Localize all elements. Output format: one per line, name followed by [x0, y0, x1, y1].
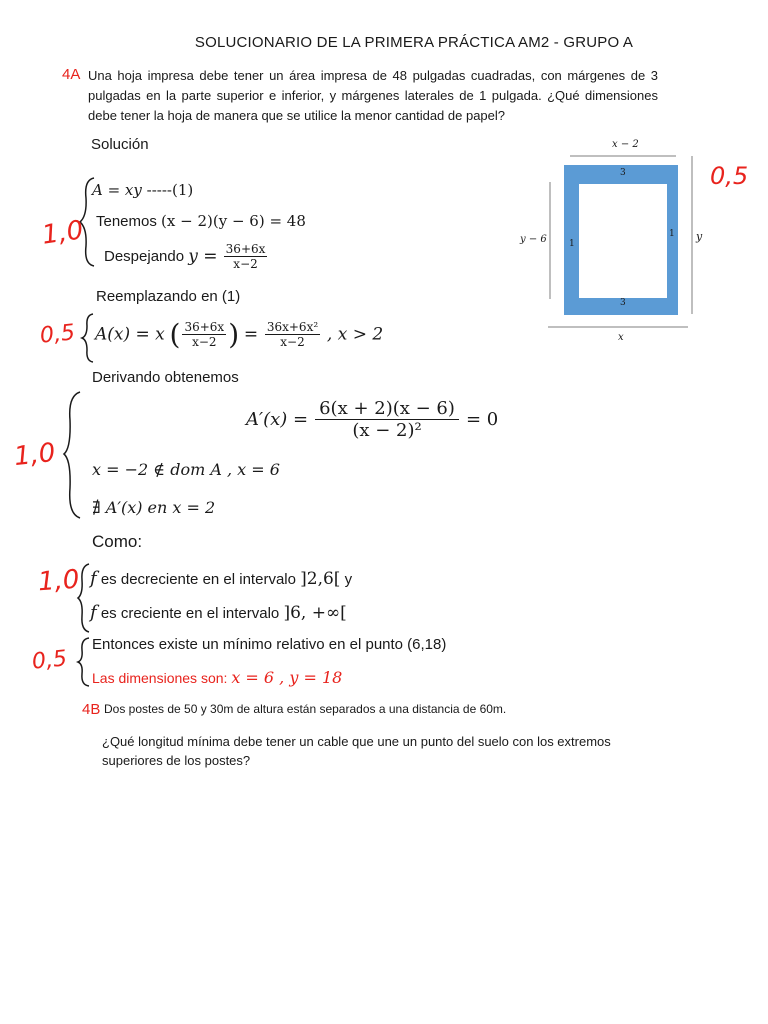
score-step-5: 0,5: [30, 646, 69, 675]
score-step-1: 1,0: [40, 215, 86, 251]
tenemos-label: Tenemos: [96, 213, 162, 230]
despejando-fraction: [224, 242, 268, 271]
sheet-figure: [508, 134, 708, 344]
problem-4a-label: 4A: [62, 66, 81, 83]
score-figure: 0,5: [710, 162, 749, 190]
solution-label: Solución: [91, 136, 149, 153]
deriv-lhs: A′(x) =: [246, 409, 309, 430]
dimensions-label: Las dimensiones son:: [92, 670, 232, 686]
increasing-line: [90, 602, 347, 623]
dimensions-value: x = 6 , y = 18: [231, 668, 343, 687]
decrece-interval: ]2,6[: [300, 569, 341, 589]
deriv-num: 6(x + 2)(x − 6): [315, 398, 459, 420]
deriv-den: (x − 2)²: [352, 420, 422, 441]
crece-text: es creciente en el intervalo: [96, 605, 284, 622]
dimensions-result: [92, 668, 342, 687]
fig-left-label: y − 6: [520, 234, 547, 245]
despejando-line: [104, 242, 269, 271]
decrece-y: y: [340, 571, 353, 588]
reemplazando-label: Reemplazando en (1): [96, 288, 241, 305]
area-eq-text: A = xy: [92, 181, 142, 199]
despejando-den: x−2: [233, 257, 258, 271]
ax-frac1-num: 36+6x: [184, 320, 225, 334]
brace-step-3: [62, 390, 84, 520]
fig-top-label: x − 2: [612, 139, 639, 150]
brace-step-2: [80, 312, 96, 364]
minimum-statement: Entonces existe un mínimo relativo en el punto (6,18): [92, 636, 447, 653]
ax-frac2-num: 36x+6x²: [266, 320, 319, 334]
fig-right-label: y: [696, 230, 703, 243]
ax-frac1-den: x−2: [192, 335, 217, 349]
printed-area: [579, 184, 667, 298]
area-function: A(x) = x ( $\frac{36+6x}{x-2}$ ) = $\frac{\text{36x+6x²}}{x-2}$ , x > 2: [95, 318, 384, 351]
despejando-num: 36+6x: [225, 242, 266, 256]
crece-interval: ]6, +∞[: [283, 603, 347, 623]
fig-margin-right: 1: [669, 229, 675, 239]
ax-fraction-2: [265, 320, 320, 349]
deriv-fraction: [315, 398, 459, 441]
fig-margin-left: 1: [569, 239, 575, 249]
fig-margin-bottom: 3: [620, 298, 626, 308]
crece-f: f: [90, 602, 97, 623]
ax-condition: , x > 2: [326, 324, 384, 345]
ax-lhs: A(x) = x: [95, 324, 165, 345]
area-eq-tag: -----(1): [141, 181, 194, 199]
despejando-label: Despejando: [104, 248, 189, 265]
ax-frac2-den: x−2: [280, 335, 305, 349]
area-equation: [92, 181, 193, 199]
score-step-3: 1,0: [12, 437, 57, 473]
problem-4b-text: Dos postes de 50 y 30m de altura están separados a una distancia de 60m.: [104, 702, 507, 716]
problem-4a-text: Una hoja impresa debe tener un área impresa de 48 pulgadas cuadradas, con márgenes de 3 pulgadas en la parte superior e inferior, y márgenes laterales de 1 pulgada. ¿Qué dimensiones debe tener la hoja de manera que se utilice la menor cantidad de papel?: [88, 68, 658, 123]
page-title: SOLUCIONARIO DE LA PRIMERA PRÁCTICA AM2 - GRUPO A: [194, 34, 634, 51]
derivando-label: Derivando obtenemos: [92, 369, 239, 386]
score-step-4: 1,0: [37, 564, 81, 598]
no-derivative: ∄ A′(x) en x = 2: [92, 498, 216, 517]
decreasing-line: [90, 568, 352, 589]
critical-points: x = −2 ∉ dom A , x = 6: [92, 460, 280, 479]
derivative-equation: [246, 398, 498, 441]
brace-step-5: [76, 636, 92, 688]
problem-4b-label: 4B: [82, 701, 101, 718]
como-label: Como:: [92, 532, 143, 551]
decrece-text: es decreciente en el intervalo: [96, 571, 301, 588]
problem-4b-question: ¿Qué longitud mínima debe tener un cable que une un punto del suelo con los extremos superiores de los postes?: [102, 734, 611, 768]
score-step-2: 0,5: [38, 320, 77, 349]
fig-margin-top: 3: [620, 168, 626, 178]
decrece-f: f: [90, 568, 97, 589]
tenemos-eq: (x − 2)(y − 6) = 48: [161, 212, 306, 230]
deriv-rhs: = 0: [465, 409, 499, 430]
tenemos-line: [96, 212, 306, 230]
fig-bottom-label: x: [618, 332, 624, 343]
ax-fraction-1: [182, 320, 226, 349]
despejando-lhs: y =: [188, 246, 218, 267]
